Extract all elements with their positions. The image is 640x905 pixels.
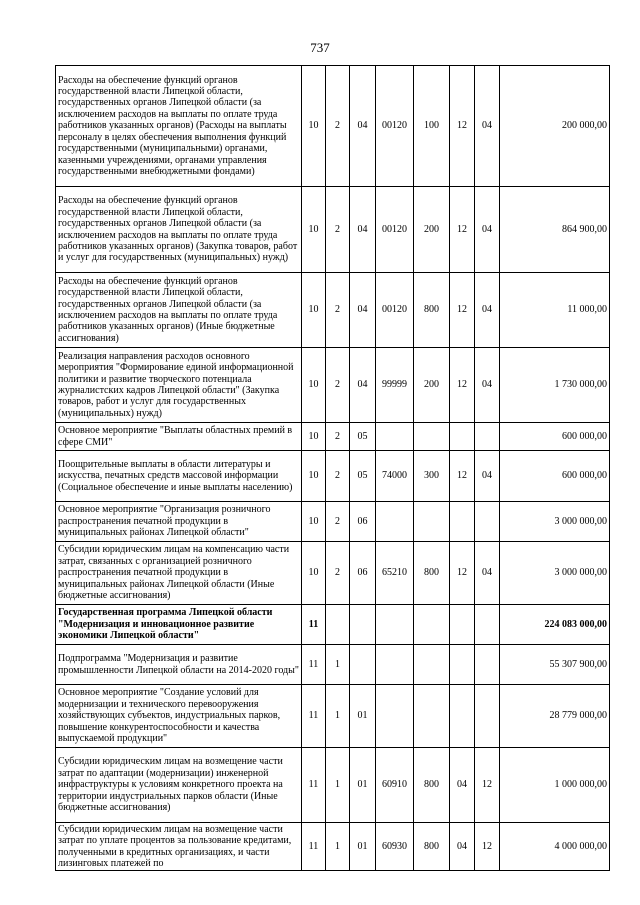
code-2: 1 <box>326 685 350 748</box>
code-3: 01 <box>350 823 376 871</box>
row-amount: 224 083 000,00 <box>500 605 610 645</box>
row-name: Государственная программа Липецкой области "Модернизация и инновационное развитие экономики Липецкой области" <box>56 605 302 645</box>
code-5: 200 <box>414 348 450 423</box>
code-4 <box>376 423 414 451</box>
table-row <box>56 605 610 645</box>
code-1: 10 <box>302 187 326 273</box>
code-5 <box>414 685 450 748</box>
code-2: 1 <box>326 748 350 823</box>
code-1: 10 <box>302 66 326 187</box>
code-2: 2 <box>326 502 350 542</box>
code-2: 2 <box>326 187 350 273</box>
code-2: 1 <box>326 823 350 871</box>
table-row <box>56 423 610 451</box>
code-5: 800 <box>414 542 450 605</box>
code-5 <box>414 423 450 451</box>
table-body <box>56 66 610 871</box>
code-7: 04 <box>475 542 500 605</box>
row-amount: 55 307 900,00 <box>500 645 610 685</box>
code-1: 11 <box>302 748 326 823</box>
code-2: 2 <box>326 348 350 423</box>
row-name: Расходы на обеспечение функций органов государственной власти Липецкой области, государственных органов Липецкой области (за исключением расходов на выплаты по оплате труда работников указанных органов) (Закупка товаров, работ и услуг для государственных (муниципальных) нужд) <box>56 187 302 273</box>
row-name: Основное мероприятие "Выплаты областных премий в сфере СМИ" <box>56 423 302 451</box>
table-row <box>56 451 610 502</box>
code-7: 04 <box>475 348 500 423</box>
code-3: 04 <box>350 66 376 187</box>
code-1: 11 <box>302 685 326 748</box>
budget-table <box>55 65 610 871</box>
table-row <box>56 66 610 187</box>
code-7: 04 <box>475 187 500 273</box>
row-name: Поощрительные выплаты в области литературы и искусства, печатных средств массовой информации (Социальное обеспечение и иные выплаты населению) <box>56 451 302 502</box>
code-1: 10 <box>302 502 326 542</box>
code-5: 300 <box>414 451 450 502</box>
row-amount: 3 000 000,00 <box>500 502 610 542</box>
code-4: 00120 <box>376 273 414 348</box>
code-3 <box>350 605 376 645</box>
code-2: 2 <box>326 542 350 605</box>
code-6: 12 <box>450 348 475 423</box>
code-4: 60930 <box>376 823 414 871</box>
code-6: 12 <box>450 273 475 348</box>
row-name: Расходы на обеспечение функций органов государственной власти Липецкой области, государственных органов Липецкой области (за исключением расходов на выплаты по оплате труда работников указанных органов) (Расходы на выплаты персоналу в целях обеспечения выполнения функций государственными (муниципальными) органами, казенными учреждениями, органами управления государственными внебюджетными фондами) <box>56 66 302 187</box>
code-1: 11 <box>302 645 326 685</box>
row-amount: 600 000,00 <box>500 423 610 451</box>
row-amount: 28 779 000,00 <box>500 685 610 748</box>
page-number: 737 <box>310 40 330 55</box>
table-row <box>56 542 610 605</box>
row-name: Расходы на обеспечение функций органов государственной власти Липецкой области, государственных органов Липецкой области (за исключением расходов на выплаты по оплате труда работников указанных органов) (Иные бюджетные ассигнования) <box>56 273 302 348</box>
code-6 <box>450 685 475 748</box>
code-1: 10 <box>302 423 326 451</box>
row-amount: 4 000 000,00 <box>500 823 610 871</box>
code-2: 2 <box>326 66 350 187</box>
row-amount: 864 900,00 <box>500 187 610 273</box>
code-1: 10 <box>302 542 326 605</box>
code-4: 60910 <box>376 748 414 823</box>
row-amount: 11 000,00 <box>500 273 610 348</box>
code-6 <box>450 423 475 451</box>
row-name: Подпрограмма "Модернизация и развитие промышленности Липецкой области на 2014-2020 годы" <box>56 645 302 685</box>
code-4: 00120 <box>376 66 414 187</box>
code-7: 04 <box>475 273 500 348</box>
row-amount: 200 000,00 <box>500 66 610 187</box>
code-2: 2 <box>326 451 350 502</box>
code-6 <box>450 502 475 542</box>
code-7 <box>475 605 500 645</box>
code-4 <box>376 685 414 748</box>
code-6: 12 <box>450 451 475 502</box>
row-name: Основное мероприятие "Организация розничного распространения печатной продукции в муниципальных районах Липецкой области" <box>56 502 302 542</box>
row-amount: 600 000,00 <box>500 451 610 502</box>
code-3 <box>350 645 376 685</box>
code-6 <box>450 645 475 685</box>
code-5 <box>414 502 450 542</box>
code-3: 04 <box>350 348 376 423</box>
table-row <box>56 187 610 273</box>
code-5: 800 <box>414 748 450 823</box>
code-5 <box>414 645 450 685</box>
code-6: 04 <box>450 823 475 871</box>
code-4: 74000 <box>376 451 414 502</box>
row-name: Субсидии юридическим лицам на возмещение части затрат по уплате процентов за пользование кредитами, полученными в кредитных организациях, и части лизинговых платежей по <box>56 823 302 871</box>
code-4: 65210 <box>376 542 414 605</box>
table-row <box>56 645 610 685</box>
code-3: 06 <box>350 502 376 542</box>
code-6: 12 <box>450 66 475 187</box>
table-row <box>56 273 610 348</box>
table-row <box>56 748 610 823</box>
code-5: 800 <box>414 823 450 871</box>
code-7: 04 <box>475 451 500 502</box>
code-5: 800 <box>414 273 450 348</box>
code-5: 200 <box>414 187 450 273</box>
code-7: 04 <box>475 66 500 187</box>
code-2: 2 <box>326 273 350 348</box>
code-3: 01 <box>350 748 376 823</box>
table-row <box>56 823 610 871</box>
code-5: 100 <box>414 66 450 187</box>
table-row <box>56 348 610 423</box>
table-row <box>56 685 610 748</box>
code-1: 11 <box>302 605 326 645</box>
code-6: 04 <box>450 748 475 823</box>
code-3: 04 <box>350 187 376 273</box>
code-6: 12 <box>450 542 475 605</box>
row-amount: 1 730 000,00 <box>500 348 610 423</box>
code-6 <box>450 605 475 645</box>
code-2: 1 <box>326 645 350 685</box>
code-3: 05 <box>350 423 376 451</box>
code-3: 01 <box>350 685 376 748</box>
code-1: 10 <box>302 348 326 423</box>
code-7: 12 <box>475 823 500 871</box>
row-name: Основное мероприятие "Создание условий для модернизации и технического перевооружения хозяйствующих субъектов, индустриальных парков, повышение конкурентоспособности и качества выпускаемой продукции" <box>56 685 302 748</box>
code-4 <box>376 502 414 542</box>
row-name: Реализация направления расходов основного мероприятия "Формирование единой информационной политики и развитие творческого потенциала журналистских кадров Липецкой области" (Закупка товаров, работ и услуг для государственных (муниципальных) нужд) <box>56 348 302 423</box>
code-5 <box>414 605 450 645</box>
code-2: 2 <box>326 423 350 451</box>
code-4: 99999 <box>376 348 414 423</box>
code-6: 12 <box>450 187 475 273</box>
code-1: 11 <box>302 823 326 871</box>
code-4 <box>376 605 414 645</box>
code-3: 04 <box>350 273 376 348</box>
code-3: 06 <box>350 542 376 605</box>
code-4 <box>376 645 414 685</box>
code-1: 10 <box>302 273 326 348</box>
code-1: 10 <box>302 451 326 502</box>
code-7: 12 <box>475 748 500 823</box>
code-7 <box>475 423 500 451</box>
code-7 <box>475 502 500 542</box>
table-row <box>56 502 610 542</box>
row-amount: 3 000 000,00 <box>500 542 610 605</box>
row-amount: 1 000 000,00 <box>500 748 610 823</box>
code-7 <box>475 645 500 685</box>
code-7 <box>475 685 500 748</box>
code-2 <box>326 605 350 645</box>
row-name: Субсидии юридическим лицам на компенсацию части затрат, связанных с организацией розничного распространения печатной продукции в муниципальных районах Липецкой области (Иные бюджетные ассигнования) <box>56 542 302 605</box>
code-4: 00120 <box>376 187 414 273</box>
code-3: 05 <box>350 451 376 502</box>
row-name: Субсидии юридическим лицам на возмещение части затрат по адаптации (модернизации) инженерной инфраструктуры к условиям конкретного проекта на территории индустриальных парков области (Иные бюджетные ассигнования) <box>56 748 302 823</box>
